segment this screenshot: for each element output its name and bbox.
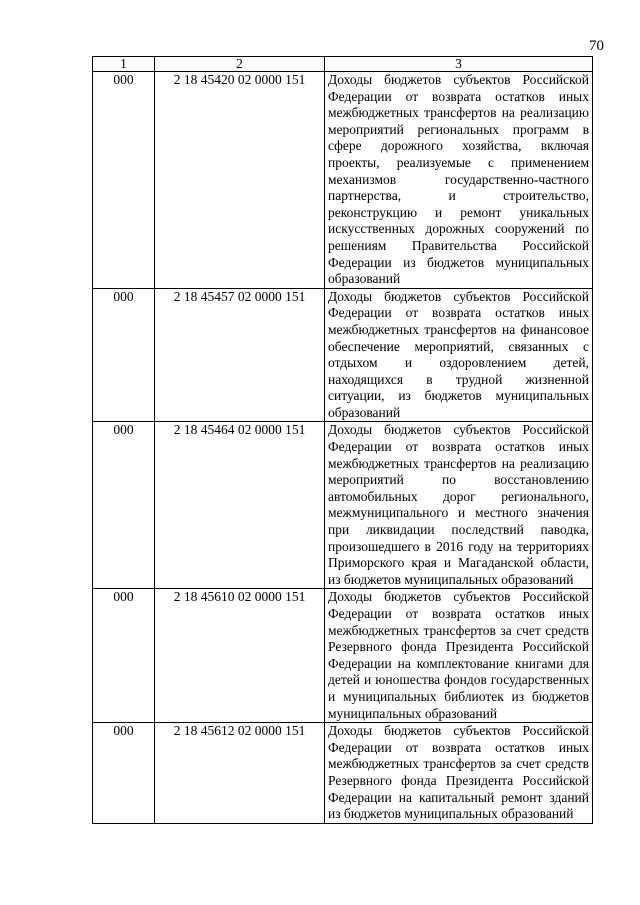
admin-code-cell: 000 <box>93 589 155 723</box>
kbk-code-cell: 2 18 45610 02 0000 151 <box>155 589 325 723</box>
header-cell-3: 3 <box>325 57 593 72</box>
table-row <box>93 589 593 723</box>
header-cell-1: 1 <box>93 57 155 72</box>
kbk-code-cell: 2 18 45612 02 0000 151 <box>155 723 325 824</box>
budget-revenue-table <box>92 56 593 824</box>
admin-code-cell: 000 <box>93 72 155 289</box>
description-cell: Доходы бюджетов субъектов Российской Федерации от возврата остатков иных межбюджетных трансфертов за счет средств Резервного фонда Президента Российской Федерации на капитальный ремонт зданий из бюджетов муниципальных образований <box>325 723 593 824</box>
description-cell: Доходы бюджетов субъектов Российской Федерации от возврата остатков иных межбюджетных трансфертов на финансовое обеспечение мероприятий, связанных с отдыхом и оздоровлением детей, находящихся в трудной жизненной ситуации, из бюджетов муниципальных образований <box>325 288 593 422</box>
table-row <box>93 72 593 289</box>
description-cell: Доходы бюджетов субъектов Российской Федерации от возврата остатков иных межбюджетных трансфертов на реализацию мероприятий по восстановлению автомобильных дорог регионального, межмуниципального и местного значения при ликвидации последствий паводка, произошедшего в 2016 году на территориях Приморского края и Магаданской области, из бюджетов муниципальных образований <box>325 422 593 589</box>
kbk-code-cell: 2 18 45464 02 0000 151 <box>155 422 325 589</box>
kbk-code-cell: 2 18 45420 02 0000 151 <box>155 72 325 289</box>
kbk-code-cell: 2 18 45457 02 0000 151 <box>155 288 325 422</box>
admin-code-cell: 000 <box>93 288 155 422</box>
table-row <box>93 288 593 422</box>
description-cell: Доходы бюджетов субъектов Российской Федерации от возврата остатков иных межбюджетных трансфертов на реализацию мероприятий региональных программ в сфере дорожного хозяйства, включая проекты, реализуемые с применением механизмов государственно-частного партнерства, и строительство, реконструкцию и ремонт уникальных искусственных дорожных сооружений по решениям Правительства Российской Федерации из бюджетов муниципальных образований <box>325 72 593 289</box>
table-header-row <box>93 57 593 72</box>
page-number: 70 <box>589 38 604 54</box>
description-cell: Доходы бюджетов субъектов Российской Федерации от возврата остатков иных межбюджетных трансфертов за счет средств Резервного фонда Президента Российской Федерации на комплектование книгами для детей и юношества фондов государственных и муниципальных библиотек из бюджетов муниципальных образований <box>325 589 593 723</box>
table-row <box>93 723 593 824</box>
header-cell-2: 2 <box>155 57 325 72</box>
admin-code-cell: 000 <box>93 422 155 589</box>
admin-code-cell: 000 <box>93 723 155 824</box>
table-row <box>93 422 593 589</box>
